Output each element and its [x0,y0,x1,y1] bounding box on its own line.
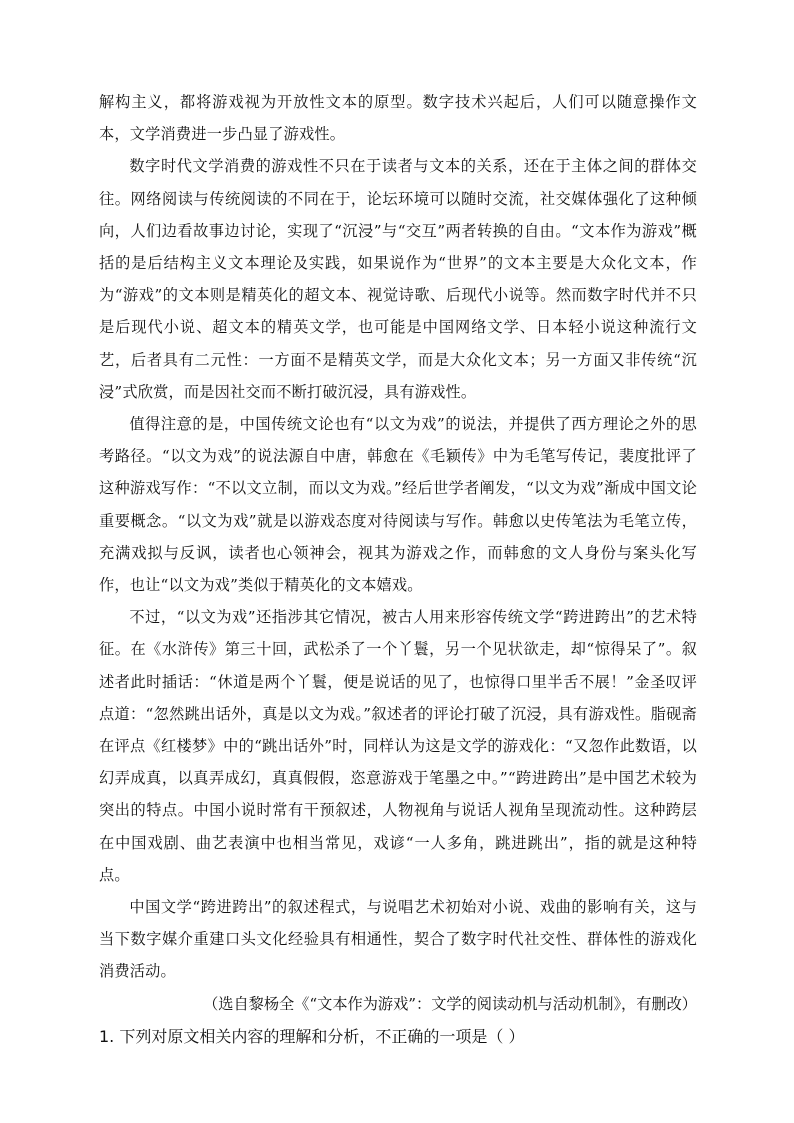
paragraph-4: 不过，“以文为戏”还指涉其它情况，被古人用来形容传统文学“跨进跨出”的艺术特征。在《水浒传》第三十回，武松杀了一个丫鬟，另一个见状欲走，却“惊得呆了”。叙述者此时插话：“休道是两个丫鬟，便是说话的见了，也惊得口里半舌不展！”金圣叹评点道：“忽然跳出话外，真是以文为戏。”叙述者的评论打破了沉浸，具有游戏性。脂砚斋在评点《红楼梦》中的“跳出话外”时，同样认为这是文学的游戏化：“又忽作此数语，以幻弄成真，以真弄成幻，真真假假，恣意游戏于笔墨之中。”“跨进跨出”是中国艺术较为突出的特点。中国小说时常有干预叙述，人物视角与说话人视角呈现流动性。这种跨层在中国戏剧、曲艺表演中也相当常见，戏谚“一人多角，跳进跳出”，指的就是这种特点。 [99,608,697,884]
paragraph-3: 值得注意的是，中国传统文论也有“以文为戏”的说法，并提供了西方理论之外的思考路径。“以文为戏”的说法源自中唐，韩愈在《毛颖传》中为毛笔写传记，裴度批评了这种游戏写作：“不以文立制，而以文为戏。”经后世学者阐发，“以文为戏”渐成中国文论重要概念。“以文为戏”就是以游戏态度对待阅读与写作。韩愈以史传笔法为毛笔立传，充满戏拟与反讽，读者也心领神会，视其为游戏之作，而韩愈的文人身份与案头化写作，也让“以文为戏”类似于精英化的文本嬉戏。 [99,415,697,595]
source-citation: （选自黎杨全《“文本作为游戏”：文学的阅读动机与活动机制》，有删改） [203,994,697,1013]
document-body [99,86,697,1054]
paragraph-1: 解构主义，都将游戏视为开放性文本的原型。数字技术兴起后，人们可以随意操作文本，文学消费进一步凸显了游戏性。 [99,93,697,144]
question-1: 1. 下列对原文相关内容的理解和分析，不正确的一项是（ ） [99,1026,525,1046]
paragraph-2: 数字时代文学消费的游戏性不只在于读者与文本的关系，还在于主体之间的群体交往。网络阅读与传统阅读的不同在于，论坛环境可以随时交流，社交媒体强化了这种倾向，人们边看故事边讨论，实现了“沉浸”与“交互”两者转换的自由。“文本作为游戏”概括的是后结构主义文本理论及实践，如果说作为“世界”的文本主要是大众化文本，作为“游戏”的文本则是精英化的超文本、视觉诗歌、后现代小说等。然而数字时代并不只是后现代小说、超文本的精英文学，也可能是中国网络文学、日本轻小说这种流行文艺，后者具有二元性：一方面不是精英文学，而是大众化文本；另一方面又非传统“沉浸”式欣赏，而是因社交而不断打破沉浸，具有游戏性。 [99,157,697,401]
paragraph-5: 中国文学“跨进跨出”的叙述程式，与说唱艺术初始对小说、戏曲的影响有关，这与当下数字媒介重建口头文化经验具有相通性，契合了数字时代社交性、群体性的游戏化消费活动。 [99,898,697,981]
